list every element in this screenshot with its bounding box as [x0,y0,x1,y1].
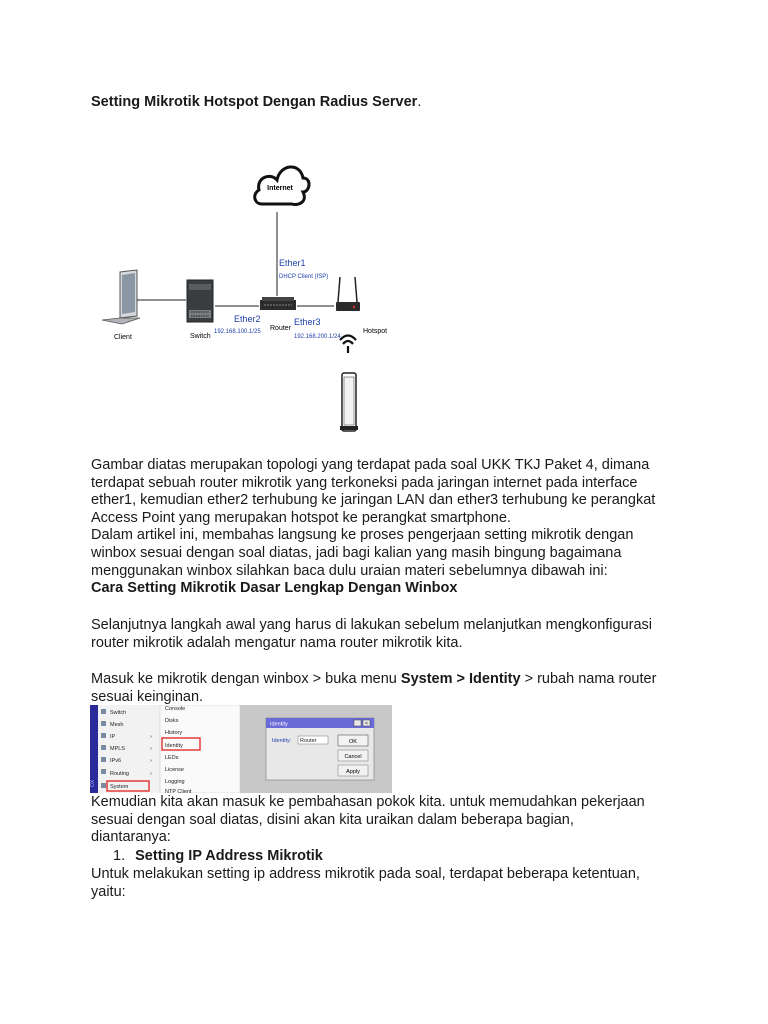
smartphone-icon [340,373,358,431]
menu-path: System > Identity [400,671,521,687]
submenu-item-license[interactable]: License [165,767,184,773]
hotspot-label: Hotspot [363,328,388,335]
close-glyph: × [365,721,368,727]
apply-button-label: Apply [346,769,360,775]
chevron-right-icon: › [150,734,152,740]
paragraph-ip-setting [91,866,691,901]
sidebar-item-switch[interactable]: Switch [110,710,127,716]
paragraph-sections-intro [91,794,691,847]
winbox-screenshot [90,705,392,793]
text-line: Gambar diatas merupakan topologi yang terdapat pada soal UKK TKJ Paket 4, dimana [91,457,650,473]
router-icon [260,297,296,310]
menu-icon [101,733,106,738]
text-line [91,671,691,689]
chevron-right-icon: › [150,758,152,764]
document-title [91,94,421,110]
dialog-title: Identity [270,721,288,728]
internet-label: Internet [267,185,293,192]
access-point-icon [336,277,360,311]
text-line: Access Point yang merupakan hotspot ke perangkat smartphone. [91,509,511,526]
menu-icon [101,721,106,726]
title-text: Setting Mikrotik Hotspot Dengan Radius Server [91,94,418,110]
chevron-right-icon: › [150,771,152,777]
ether2-label: Ether2 [234,314,261,324]
ether3-sub-label: 192.168.200.1/24 [294,334,341,340]
sidebar-item-system[interactable]: System [110,784,129,790]
list-item-text: Setting IP Address Mikrotik [135,848,323,864]
side-tab-label: OX [90,779,96,787]
list-item [113,848,323,864]
text-line: ether1, kemudian ether2 terhubung ke jaringan LAN dan ether3 terhubung ke perangkat [91,492,656,509]
submenu-item-disks[interactable]: Disks [165,718,179,724]
text-line: Dalam artikel ini, membahas langsung ke proses pengerjaan setting mikrotik dengan [91,527,634,544]
switch-icon [187,280,213,322]
paragraph-first-step [91,617,691,652]
ether1-label: Ether1 [279,258,306,268]
cancel-button-label: Cancel [344,754,362,760]
menu-icon [101,783,106,788]
switch-label: Switch [190,333,211,340]
text-line: menggunakan winbox silahkan baca dulu uraian materi sebelumnya dibawah ini: [91,562,608,579]
paragraph-topology-description [91,457,691,598]
text-span: Masuk ke mikrotik dengan winbox > buka menu [91,671,401,687]
maximize-icon[interactable] [354,720,361,726]
text-line: winbox sesuai dengan soal diatas, jadi bagi kalian yang masih bingung bagaimana [91,544,622,561]
list-number: 1. [113,848,126,864]
text-line: router mikrotik adalah mengatur nama router mikrotik kita. [91,634,463,651]
text-line: sesuai keinginan. [91,688,204,705]
sidebar-item-mesh[interactable]: Mesh [110,722,124,728]
network-topology-diagram [96,150,396,440]
menu-icon [101,757,106,762]
submenu-item-ntp-client[interactable]: NTP Client [165,789,192,793]
ether1-sub-label: DHCP Client (ISP) [279,274,329,280]
sidebar-item-ipv6[interactable]: IPv6 [110,758,122,764]
sidebar-item-mpls[interactable]: MPLS [110,746,125,752]
sidebar-item-ip[interactable]: IP [110,734,116,740]
text-line: yaitu: [91,883,126,900]
identity-field-label: Identity: [272,738,292,744]
submenu-item-identity[interactable]: Identity [165,743,183,749]
menu-icon [101,709,106,714]
ether3-label: Ether3 [294,317,321,327]
menu-icon [101,745,106,750]
client-label: Client [114,334,132,341]
laptop-icon [102,270,140,324]
submenu-item-leds[interactable]: LEDs [165,755,179,761]
sidebar-item-routing[interactable]: Routing [110,771,129,777]
text-line: Kemudian kita akan masuk ke pembahasan pokok kita. untuk memudahkan pekerjaan [91,794,645,810]
text-line: terdapat sebuah router mikrotik yang terkoneksi pada jaringan internet pada interface [91,474,638,491]
submenu-item-history[interactable]: History [165,730,183,736]
chevron-right-icon: › [150,746,152,752]
ok-button-label: OK [349,739,357,745]
text-line: sesuai dengan soal diatas, disini akan kita uraikan dalam beberapa bagian, [91,811,574,828]
article-link-heading[interactable]: Cara Setting Mikrotik Dasar Lengkap Dengan Winbox [91,580,458,597]
text-line: Untuk melakukan setting ip address mikrotik pada soal, terdapat beberapa ketentuan, [91,866,640,882]
submenu-item-logging[interactable]: Logging [165,779,185,785]
text-line: diantaranya: [91,829,171,846]
router-label: Router [270,325,292,332]
wifi-signal-icon [340,336,356,354]
identity-input-value: Router [300,738,317,744]
submenu-item-console[interactable]: Console [165,706,186,712]
text-line: Selanjutnya langkah awal yang harus di lakukan sebelum melanjutkan mengkonfigurasi [91,617,653,633]
menu-icon [101,769,106,774]
title-period: . [417,94,422,110]
ether2-sub-label: 192.168.100.1/25 [214,329,261,335]
paragraph-identity-step [91,671,691,706]
text-span: > rubah nama router [520,671,657,687]
